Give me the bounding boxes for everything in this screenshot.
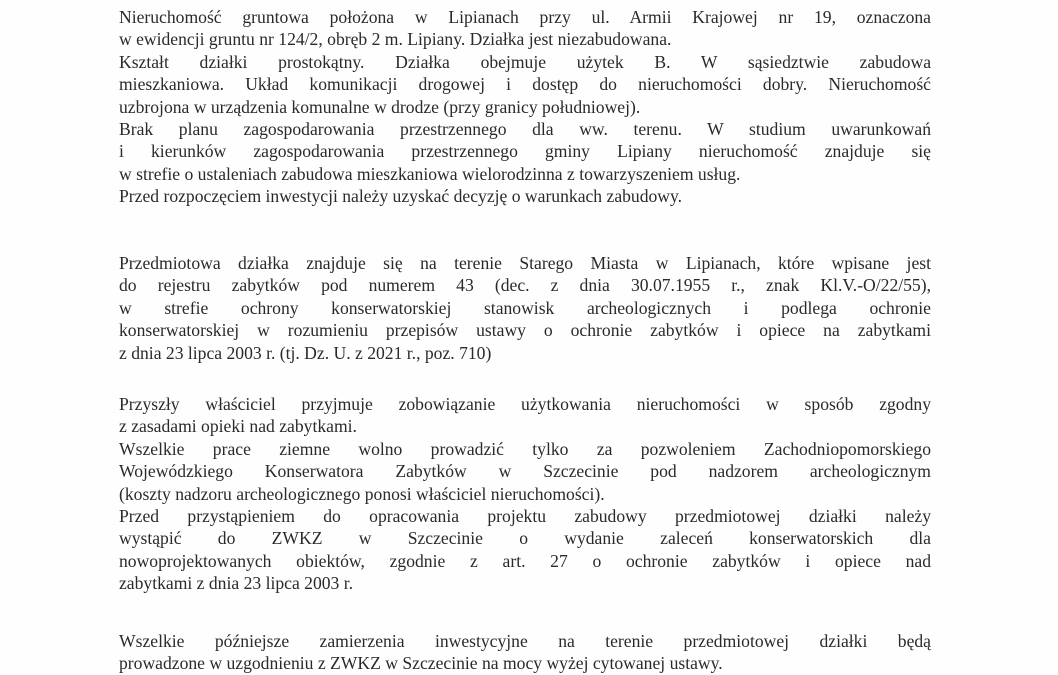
text-line: i kierunków zagospodarowania przestrzennego gminy Lipiany nieruchomość znajduje się xyxy=(119,141,931,162)
text-line: z dnia 23 lipca 2003 r. (tj. Dz. U. z 2021 r., poz. 710) xyxy=(119,342,492,363)
paragraph-monument-register xyxy=(119,252,931,364)
text-line: Przedmiotowa działka znajduje się na terenie Starego Miasta w Lipianach, które wpisane jest xyxy=(119,253,931,273)
text-line: wystąpić do ZWKZ w Szczecinie o wydanie zaleceń konserwatorskich dla xyxy=(119,528,931,549)
text-line: Wszelkie późniejsze zamierzenia inwestycyjne na terenie przedmiotowej działki będą xyxy=(119,631,931,651)
text-line: w ewidencji gruntu nr 124/2, obręb 2 m. Lipiany. Działka jest niezabudowana. xyxy=(119,29,672,50)
text-line: Przyszły właściciel przyjmuje zobowiązanie użytkowania nieruchomości w sposób zgodny xyxy=(119,394,931,414)
text-line: w strefie ochrony konserwatorskiej stanowisk archeologicznych i podlega ochronie xyxy=(119,297,931,318)
text-line: (koszty nadzoru archeologicznego ponosi właściciel nieruchomości). xyxy=(119,483,605,504)
paragraph-owner-obligations xyxy=(119,393,931,595)
text-line: Przed rozpoczęciem inwestycji należy uzyskać decyzję o warunkach zabudowy. xyxy=(119,186,683,207)
text-line: uzbrojona w urządzenia komunalne w drodze (przy granicy południowej). xyxy=(119,96,641,117)
text-line: do rejestru zabytków pod numerem 43 (dec. z dnia 30.07.1955 r., znak Kl.V.-O/22/55), xyxy=(119,275,931,296)
text-line: Wszelkie prace ziemne wolno prowadzić tylko za pozwoleniem Zachodniopomorskiego xyxy=(119,438,931,459)
paragraph-future-investments xyxy=(119,630,931,675)
text-line: Brak planu zagospodarowania przestrzennego dla ww. terenu. W studium uwarunkowań xyxy=(119,118,931,139)
text-line: Wojewódzkiego Konserwatora Zabytków w Szczecinie pod nadzorem archeologicznym xyxy=(119,461,931,482)
text-line: Przed przystąpieniem do opracowania projektu zabudowy przedmiotowej działki należy xyxy=(119,505,931,526)
text-line: w strefie o ustaleniach zabudowa mieszkaniowa wielorodzinna z towarzyszeniem usług. xyxy=(119,163,741,184)
text-line: zabytkami z dnia 23 lipca 2003 r. xyxy=(119,573,354,594)
text-line: konserwatorskiej w rozumieniu przepisów ustawy o ochronie zabytków i opiece na zabytkami xyxy=(119,320,931,341)
text-line: mieszkaniowa. Układ komunikacji drogowej i dostęp do nieruchomości dobry. Nieruchomość xyxy=(119,74,931,95)
text-line: z zasadami opieki nad zabytkami. xyxy=(119,416,357,437)
text-line: prowadzone w uzgodnieniu z ZWKZ w Szczecinie na mocy wyżej cytowanej ustawy. xyxy=(119,653,723,674)
text-line: Nieruchomość gruntowa położona w Lipianach przy ul. Armii Krajowej nr 19, oznaczona xyxy=(119,7,931,27)
text-line: nowoprojektowanych obiektów, zgodnie z art. 27 o ochronie zabytków i opiece nad xyxy=(119,550,931,571)
paragraph-property-description xyxy=(119,6,931,208)
text-line: Kształt działki prostokątny. Działka obejmuje użytek B. W sąsiedztwie zabudowa xyxy=(119,51,931,72)
